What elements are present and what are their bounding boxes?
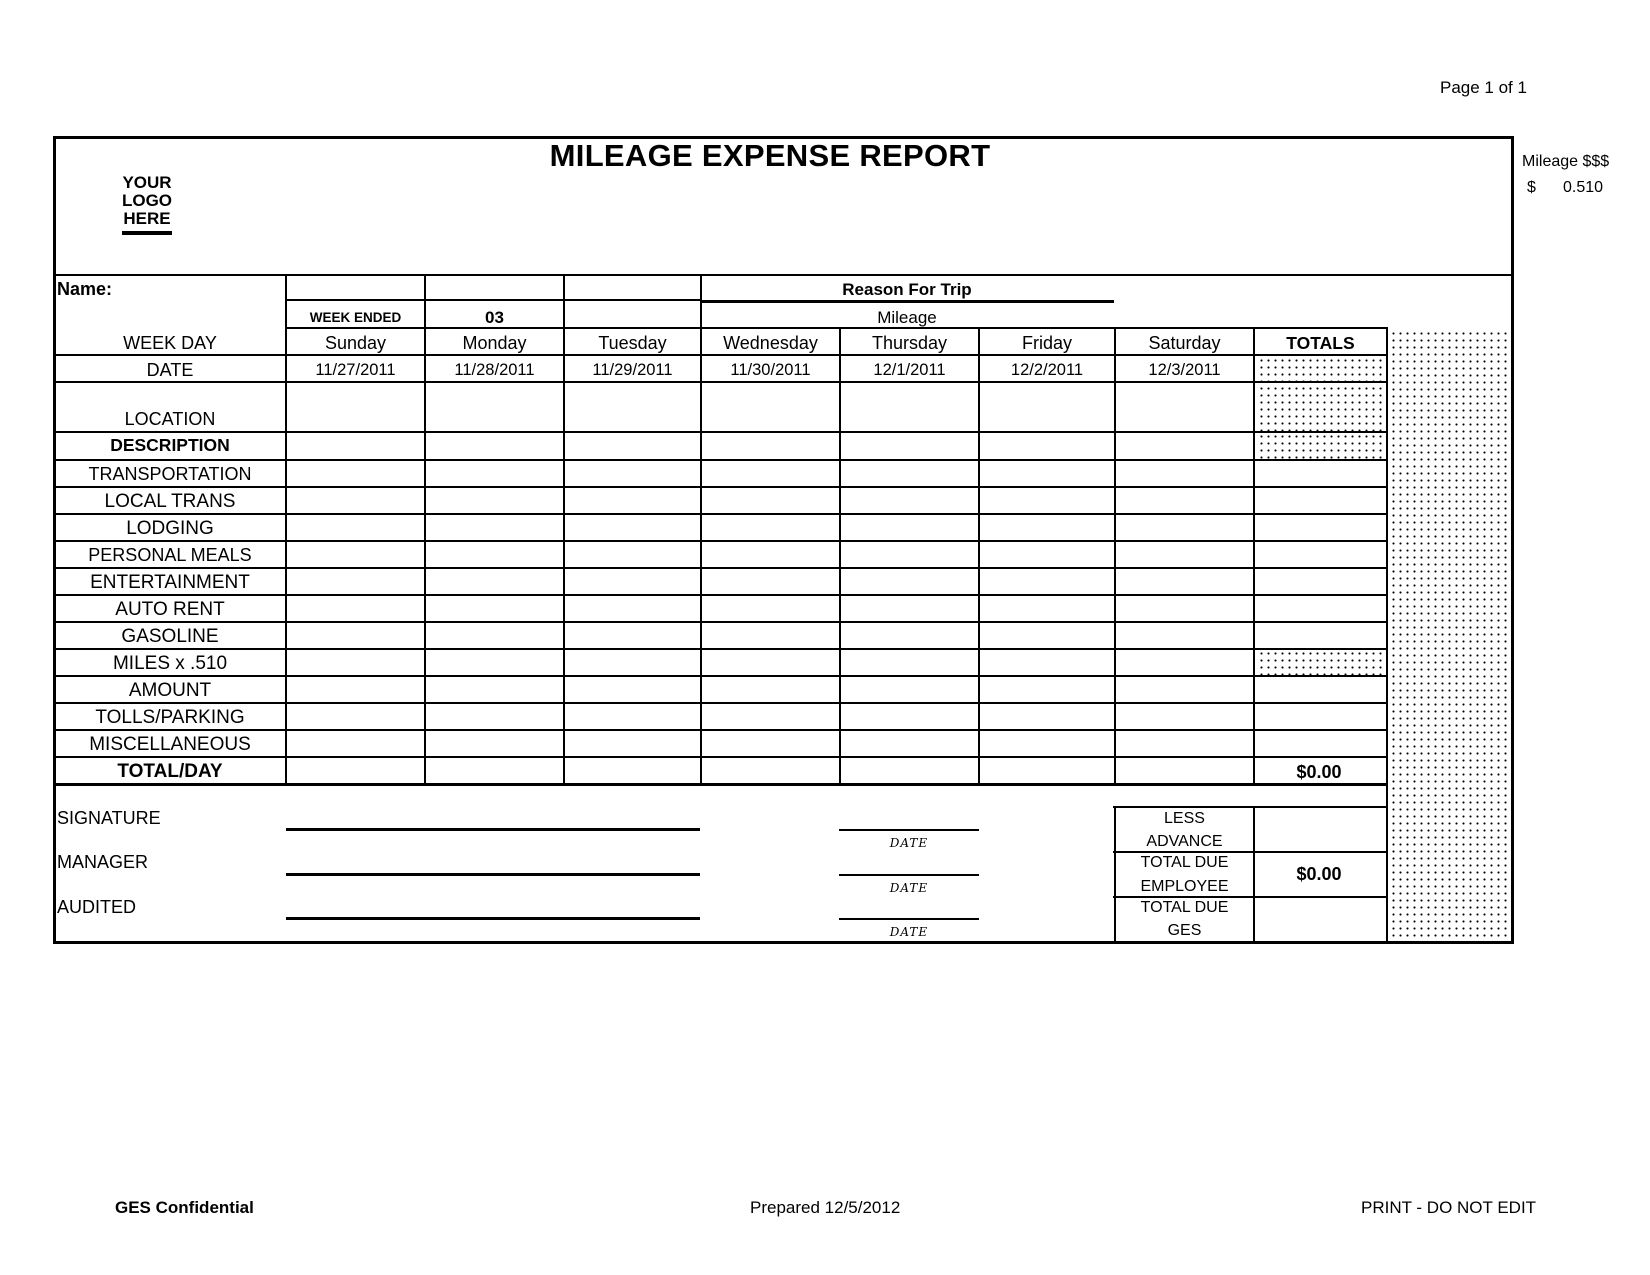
- manager-date-caption: DATE: [889, 881, 929, 895]
- total-due-employee-label-2: EMPLOYEE: [1140, 878, 1229, 895]
- report-title: MILEAGE EXPENSE REPORT: [549, 138, 991, 173]
- manager-date-line[interactable]: [839, 874, 979, 876]
- date-friday: 12/2/2011: [1010, 361, 1084, 379]
- logo-underline: [122, 231, 172, 235]
- total-due-employee-value: $0.00: [1296, 864, 1342, 884]
- row-miscellaneous: MISCELLANEOUS: [89, 734, 251, 755]
- name-label: Name:: [57, 279, 113, 299]
- signature-label: SIGNATURE: [57, 808, 161, 828]
- date-label: DATE: [146, 360, 194, 380]
- row-tolls-parking: TOLLS/PARKING: [95, 707, 245, 728]
- weekday-thursday: Thursday: [871, 333, 948, 353]
- date-thursday: 12/1/2011: [873, 361, 946, 379]
- date-sunday: 11/27/2011: [315, 361, 396, 379]
- date-tuesday: 11/29/2011: [592, 361, 673, 379]
- logo-line-2: LOGO: [121, 191, 173, 210]
- row-local-trans: LOCAL TRANS: [104, 491, 236, 512]
- page-indicator: Page 1 of 1: [1440, 78, 1527, 97]
- weekday-sunday: Sunday: [324, 333, 387, 353]
- manager-signature-line[interactable]: [286, 873, 700, 876]
- weekday-wednesday: Wednesday: [723, 333, 818, 353]
- date-monday: 11/28/2011: [454, 361, 535, 379]
- audited-signature-line[interactable]: [286, 917, 700, 920]
- row-lodging: LODGING: [126, 518, 214, 539]
- row-miles: MILES x .510: [112, 653, 228, 674]
- manager-label: MANAGER: [57, 852, 149, 872]
- mileage-label: Mileage: [877, 308, 937, 327]
- footer-prepared-date: Prepared 12/5/2012: [750, 1198, 901, 1217]
- grid-line: [1114, 327, 1116, 785]
- grid-line: [1113, 896, 1386, 898]
- logo-line-3: HERE: [123, 209, 171, 228]
- footer-print-notice: PRINT - DO NOT EDIT: [1361, 1198, 1537, 1217]
- weekday-label: WEEK DAY: [123, 333, 217, 353]
- date-wednesday: 11/30/2011: [730, 361, 811, 379]
- weekday-tuesday: Tuesday: [598, 333, 667, 353]
- grid-line: [1113, 806, 1386, 808]
- total-due-ges-label-1: TOTAL DUE: [1140, 899, 1229, 916]
- week-ended-label: WEEK ENDED: [309, 310, 402, 325]
- row-location: LOCATION: [124, 409, 216, 429]
- audited-label: AUDITED: [57, 897, 137, 917]
- weekday-saturday: Saturday: [1148, 333, 1221, 353]
- shaded-totals-miles: [1258, 650, 1386, 676]
- row-gasoline: GASOLINE: [121, 626, 219, 647]
- less-advance-label-2: ADVANCE: [1146, 833, 1223, 850]
- mileage-rate-currency: $: [1527, 179, 1536, 196]
- grid-line: [839, 327, 841, 785]
- signature-line[interactable]: [286, 828, 700, 831]
- row-transportation: TRANSPORTATION: [88, 464, 252, 484]
- audited-date-caption: DATE: [889, 925, 929, 939]
- grid-line: [285, 299, 701, 301]
- total-due-employee-label-1: TOTAL DUE: [1140, 854, 1229, 871]
- grid-line: [1253, 327, 1255, 785]
- weekday-monday: Monday: [462, 333, 527, 353]
- row-amount: AMOUNT: [128, 680, 212, 701]
- mileage-rate-value: 0.510: [1563, 179, 1604, 196]
- less-advance-label-1: LESS: [1164, 810, 1205, 827]
- totals-label: TOTALS: [1286, 333, 1355, 353]
- shaded-totals-description: [1258, 433, 1386, 459]
- mileage-rate-label: Mileage $$$: [1522, 153, 1610, 170]
- logo-line-1: YOUR: [122, 173, 172, 192]
- logo-placeholder: [120, 174, 174, 235]
- shaded-side-column: [1390, 330, 1510, 942]
- reason-for-trip-label: Reason For Trip: [842, 280, 972, 299]
- grid-line: [978, 327, 980, 785]
- grid-line: [1386, 327, 1388, 942]
- row-total-day: TOTAL/DAY: [117, 761, 223, 782]
- row-entertainment: ENTERTAINMENT: [90, 572, 250, 593]
- row-description: DESCRIPTION: [110, 435, 230, 455]
- weekday-friday: Friday: [1021, 333, 1072, 353]
- date-saturday: 12/3/2011: [1148, 361, 1221, 379]
- grid-line: [1113, 851, 1386, 853]
- row-auto-rent: AUTO RENT: [115, 599, 225, 620]
- total-day-value: $0.00: [1296, 762, 1342, 782]
- row-personal-meals: PERSONAL MEALS: [88, 545, 252, 565]
- audited-date-line[interactable]: [839, 918, 979, 920]
- shaded-totals-location: [1258, 357, 1386, 431]
- signature-date-caption: DATE: [889, 836, 929, 850]
- week-ended-value: 03: [485, 308, 504, 327]
- footer-confidential: GES Confidential: [115, 1198, 254, 1217]
- signature-date-line[interactable]: [839, 829, 979, 831]
- total-due-ges-label-2: GES: [1167, 922, 1202, 939]
